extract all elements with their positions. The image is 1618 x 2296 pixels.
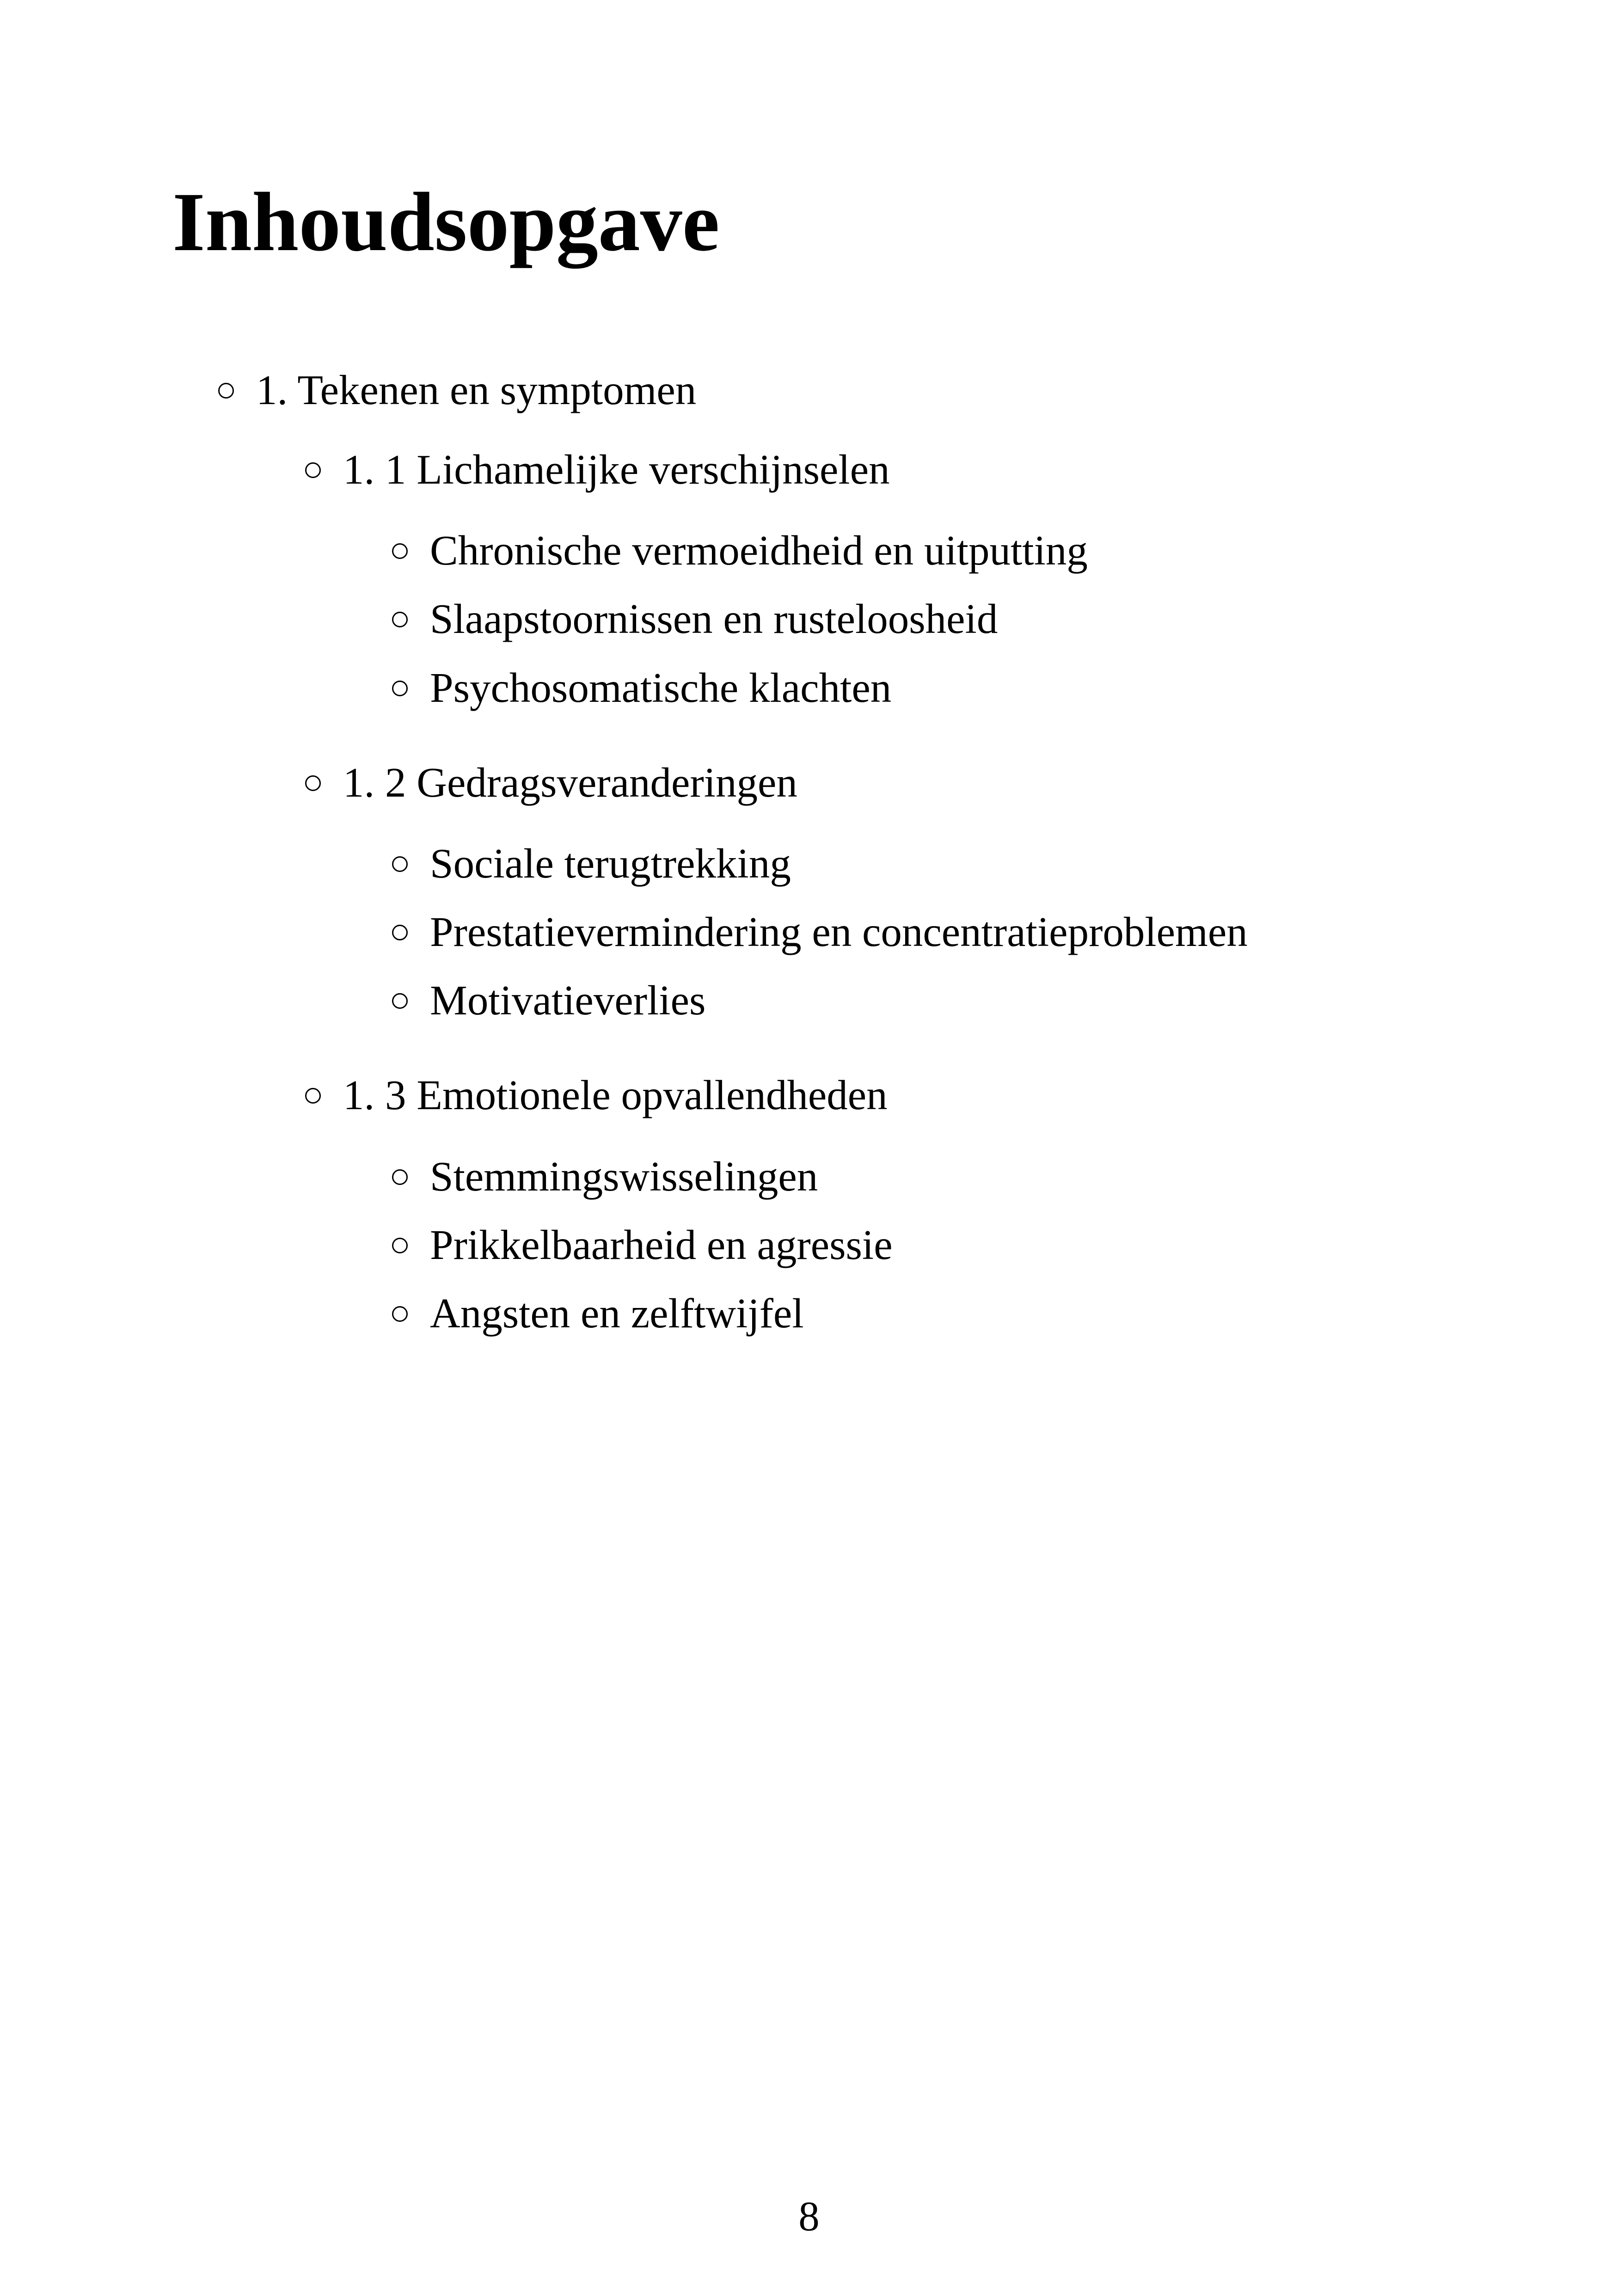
- toc-chapter-1[interactable]: [218, 369, 696, 411]
- circle-bullet-icon: [392, 681, 408, 696]
- toc-chapter-label: 1. Tekenen en symptomen: [256, 367, 697, 413]
- toc-section-1-1[interactable]: [305, 448, 890, 491]
- toc-section-label: 1. 2 Gedragsveranderingen: [343, 759, 797, 806]
- toc-item-label: Prikkelbaarheid en agressie: [430, 1222, 893, 1268]
- toc-item[interactable]: [392, 1153, 818, 1200]
- toc-item-label: Sociale terugtrekking: [430, 840, 791, 887]
- toc-item-label: Slaapstoornissen en rusteloosheid: [430, 595, 998, 642]
- circle-bullet-icon: [392, 543, 408, 559]
- toc-item[interactable]: [392, 1290, 804, 1337]
- circle-bullet-icon: [392, 925, 408, 940]
- toc-item[interactable]: [392, 977, 706, 1024]
- circle-bullet-icon: [392, 1169, 408, 1185]
- page-number: 8: [798, 2193, 820, 2240]
- circle-bullet-icon: [392, 1306, 408, 1322]
- toc-item[interactable]: [392, 664, 892, 711]
- toc-item-label: Psychosomatische klachten: [430, 664, 892, 711]
- circle-bullet-icon: [305, 462, 321, 478]
- toc-item[interactable]: [392, 1224, 893, 1266]
- toc-item-label: Motivatieverlies: [430, 977, 706, 1024]
- toc-section-1-3[interactable]: [305, 1074, 888, 1116]
- circle-bullet-icon: [305, 775, 321, 791]
- page-title: Inhoudsopgave: [172, 176, 720, 269]
- toc-item-label: Angsten en zelftwijfel: [430, 1290, 804, 1337]
- toc-section-label: 1. 3 Emotionele opvallendheden: [343, 1072, 888, 1118]
- circle-bullet-icon: [218, 383, 234, 399]
- circle-bullet-icon: [392, 856, 408, 872]
- circle-bullet-icon: [392, 993, 408, 1009]
- toc-section-label: 1. 1 Lichamelijke verschijnselen: [343, 446, 890, 493]
- toc-item-label: Stemmingswisselingen: [430, 1153, 818, 1200]
- toc-item-label: Prestatievermindering en concentratieproblemen: [430, 909, 1248, 955]
- toc-item[interactable]: [392, 595, 998, 642]
- toc-section-1-2[interactable]: [305, 761, 797, 804]
- circle-bullet-icon: [392, 1238, 408, 1253]
- toc-item[interactable]: [392, 527, 1088, 574]
- circle-bullet-icon: [392, 612, 408, 627]
- toc-item[interactable]: [392, 911, 1248, 953]
- toc-item-label: Chronische vermoeidheid en uitputting: [430, 527, 1088, 574]
- circle-bullet-icon: [305, 1088, 321, 1104]
- toc-item[interactable]: [392, 840, 791, 887]
